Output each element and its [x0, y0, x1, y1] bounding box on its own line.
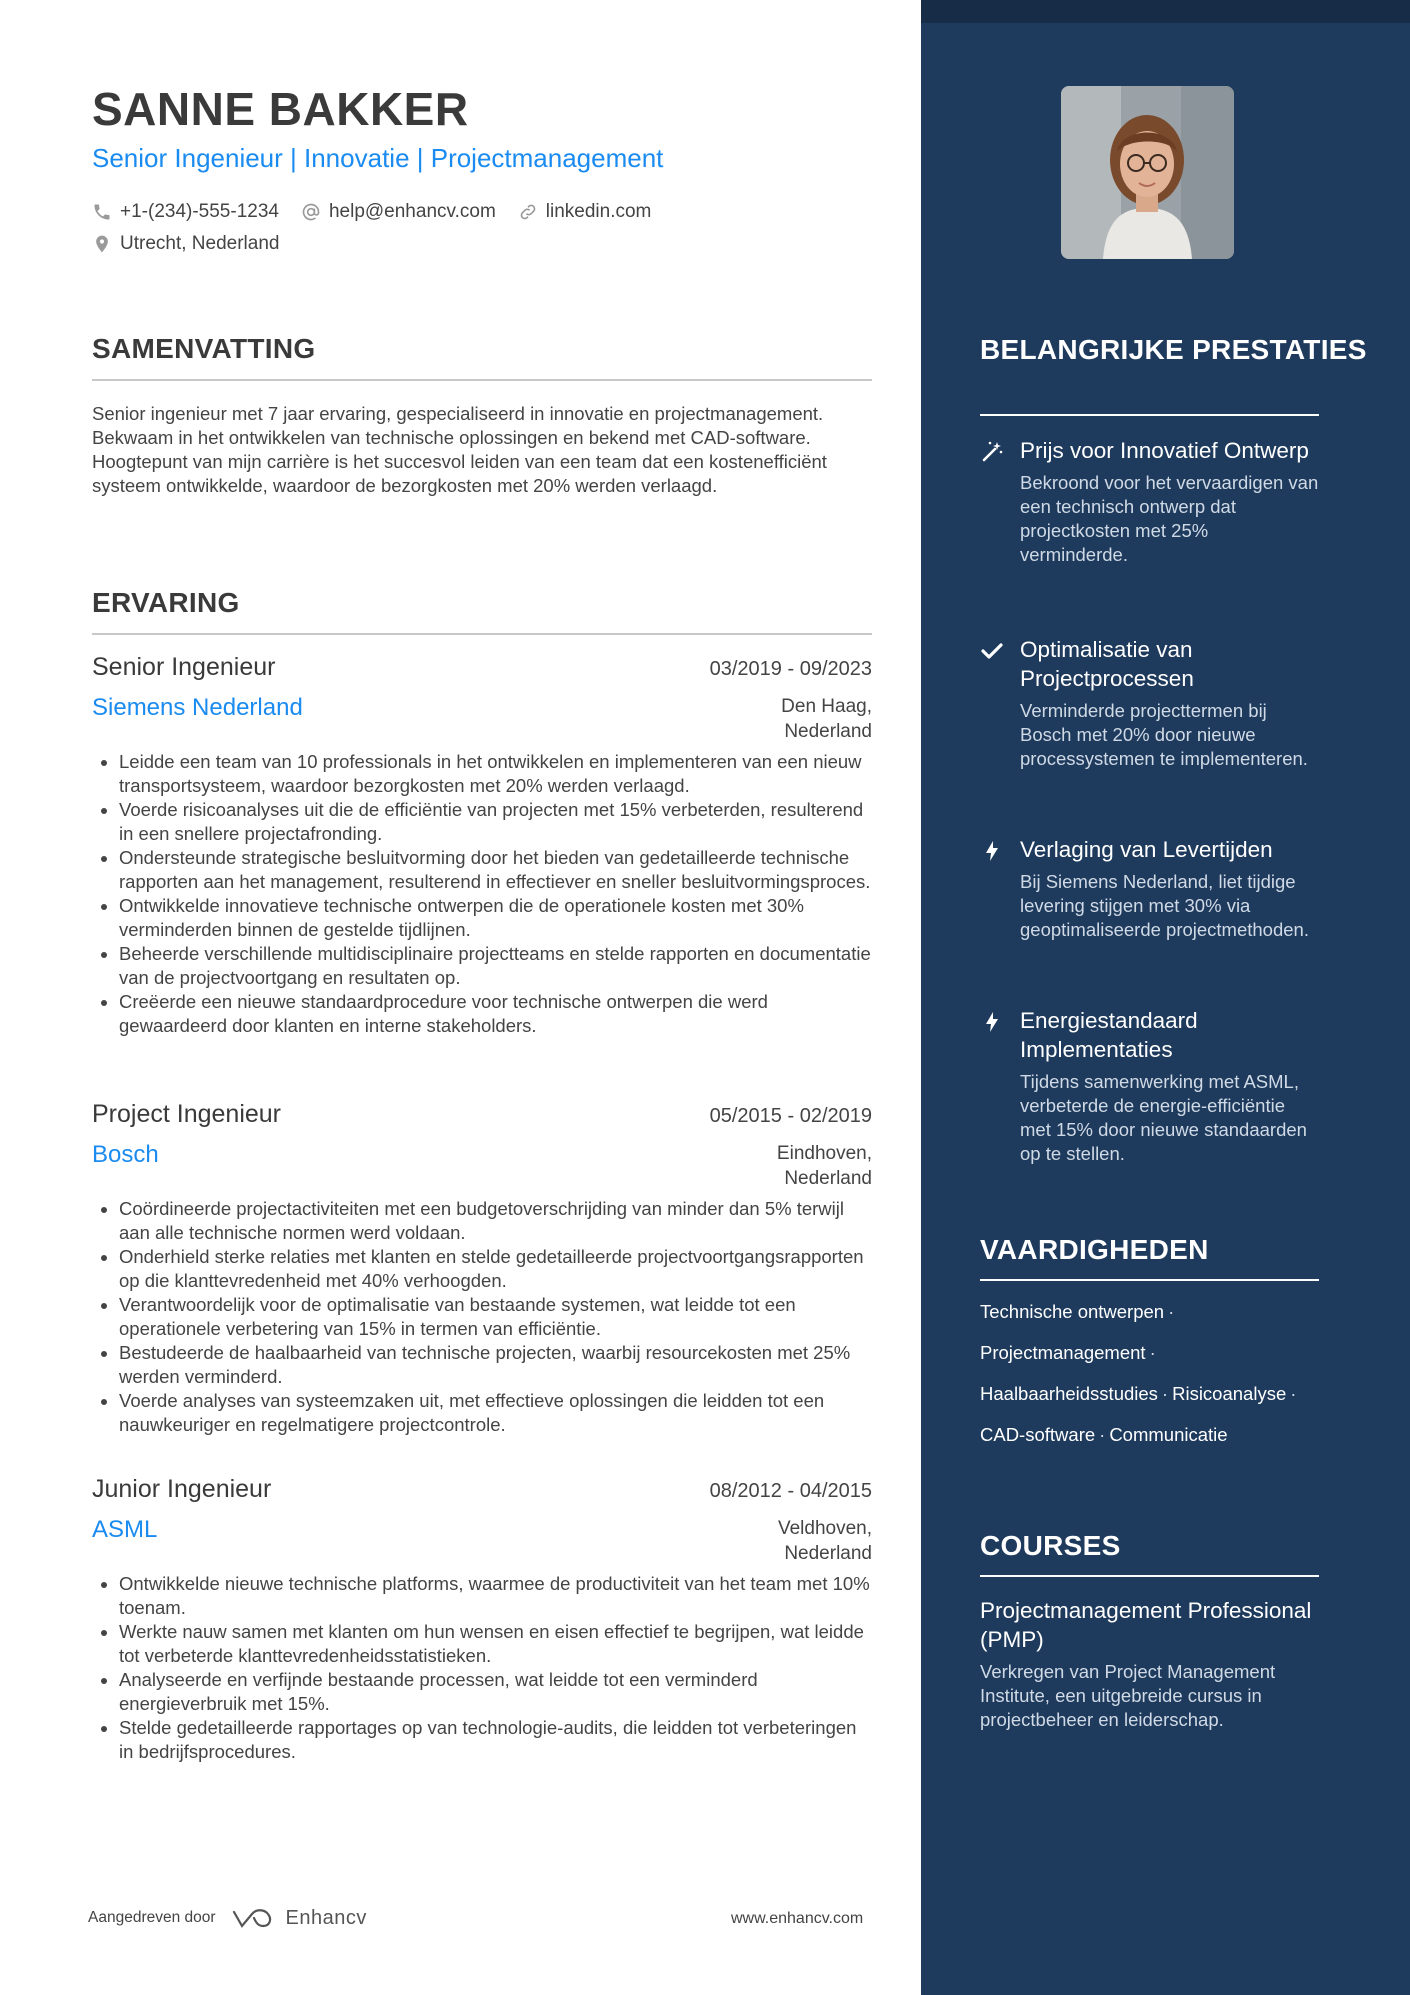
job-dates: 08/2012 - 04/2015 [709, 1480, 872, 1502]
bullet-item: • Stelde gedetailleerde rapportages op van technologie-audits, die leidden tot verbeteringen in bedrijfsprocedures. [119, 1716, 872, 1764]
powered-by-text: Aangedreven door [88, 1909, 216, 1926]
job-entry [92, 1100, 872, 1437]
course-title: Projectmanagement Professional (PMP) [980, 1598, 1312, 1652]
summary-title: SAMENVATTING [92, 333, 316, 364]
experience-title: ERVARING [92, 587, 240, 618]
location-contact [92, 233, 279, 255]
summary-divider [92, 379, 872, 381]
skill-item: Technische ontwerpen [980, 1301, 1165, 1322]
skills-title: VAARDIGHEDEN [980, 1234, 1209, 1265]
avatar [1061, 86, 1234, 259]
company-name: Siemens Nederland [92, 694, 303, 721]
job-location [777, 1141, 872, 1191]
bullet-item: • Werkte nauw samen met klanten om hun wensen en eisen effectief te begrijpen, wat leidde tot verbeterde klanttevredenheidsstatistieken. [119, 1620, 872, 1668]
bullet-item: • Creëerde een nieuwe standaardprocedure voor technische ontwerpen die werd gewaardeerd door klanten en interne stakeholders. [119, 990, 872, 1038]
headline: Senior Ingenieur | Innovatie | Projectmanagement [92, 143, 664, 173]
summary-text: Senior ingenieur met 7 jaar ervaring, gespecialiseerd in innovatie en projectmanagement. Bekwaam in het ontwikkelen van technische oplossingen en bekend met CAD-software. Hoogtepunt van mijn carrière is het succesvol leiden van een team dat een kostenefficiënt systeem ontwikkelde, waardoor de bezorgkosten met 20% werden verlaagd. [92, 403, 827, 496]
skill-item: Communicatie [1109, 1424, 1228, 1445]
link-icon [518, 202, 538, 222]
achievement-title: Prijs voor Innovatief Ontwerp [1020, 438, 1309, 463]
achievement-desc: Bij Siemens Nederland, liet tijdige levering stijgen met 30% via geoptimaliseerde projectmethoden. [1020, 871, 1309, 940]
achievement-item [980, 835, 1320, 942]
bullet-item: • Analyseerde en verfijnde bestaande processen, wat leidde tot een verminderd energieverbruik met 15%. [119, 1668, 872, 1716]
company-name: Bosch [92, 1141, 159, 1168]
bullet-item: • Ondersteunde strategische besluitvorming door het bieden van gedetailleerde technische rapporten aan het management, resulterend in effectiever en sneller besluitvormingsproces. [119, 846, 872, 894]
email-text: help@enhancv.com [328, 201, 496, 222]
job-location-city: Eindhoven, [776, 1143, 872, 1164]
skill-separator: · [1149, 1342, 1156, 1363]
skills-divider [980, 1279, 1319, 1281]
job-bullets [92, 1572, 872, 1764]
achievements-divider [980, 414, 1319, 416]
achievement-title: Verlaging van Levertijden [1020, 837, 1273, 862]
checkmark-icon [980, 639, 1004, 663]
contact-info [92, 196, 892, 260]
job-entry [92, 653, 872, 1038]
email-contact[interactable] [301, 201, 496, 223]
job-title: Senior Ingenieur [92, 653, 276, 681]
bullet-item: • Leidde een team van 10 professionals in het ontwikkelen en implementeren van een nieuw transportsysteem, waardoor bezorgkosten met 20% werden verlaagd. [119, 750, 872, 798]
achievement-desc: Tijdens samenwerking met ASML, verbeterde de energie-efficiëntie met 15% door nieuwe standaarden op te stellen. [1020, 1071, 1307, 1164]
location-pin-icon [92, 234, 112, 254]
experience-divider [92, 633, 872, 635]
skill-separator: · [1290, 1383, 1297, 1404]
job-bullets [92, 1197, 872, 1437]
lightning-icon [980, 839, 1004, 863]
magic-wand-icon [980, 440, 1004, 464]
footer-website[interactable]: www.enhancv.com [731, 1910, 864, 1927]
skill-item: Risicoanalyse [1172, 1383, 1287, 1404]
achievement-title: Energiestandaard Implementaties [1020, 1008, 1198, 1062]
achievement-item [980, 436, 1320, 567]
skill-separator: · [1099, 1424, 1106, 1445]
brand-name: Enhancv [285, 1906, 367, 1929]
job-title: Junior Ingenieur [92, 1475, 272, 1503]
job-dates: 05/2015 - 02/2019 [709, 1105, 872, 1127]
profile-photo [1061, 86, 1234, 259]
company-name: ASML [92, 1516, 158, 1543]
bullet-item: • Ontwikkelde nieuwe technische platforms, waarmee de productiviteit van het team met 10% toenam. [119, 1572, 872, 1620]
skill-item: Projectmanagement [980, 1342, 1146, 1363]
lightning-icon [980, 1010, 1004, 1034]
sidebar-top-bar [921, 0, 1410, 23]
linkedin-text: linkedin.com [545, 201, 652, 222]
achievement-item [980, 1006, 1320, 1166]
job-location-city: Veldhoven, [777, 1518, 872, 1539]
skill-separator: · [1168, 1301, 1175, 1322]
phone-icon [92, 202, 112, 222]
achievements-title: BELANGRIJKE PRESTATIES [980, 334, 1367, 365]
skill-separator: · [1161, 1383, 1169, 1404]
job-title: Project Ingenieur [92, 1100, 282, 1128]
job-dates: 03/2019 - 09/2023 [709, 658, 872, 680]
skill-item: CAD-software [980, 1424, 1096, 1445]
enhancv-logo-icon [230, 1906, 278, 1930]
job-bullets [92, 750, 872, 1038]
course-desc: Verkregen van Project Management Institute, een uitgebreide cursus in projectbeheer en leiderschap. [980, 1661, 1276, 1730]
achievement-item [980, 635, 1320, 771]
bullet-item: • Bestudeerde de haalbaarheid van technische projecten, waarbij resourcekosten met 25% werden verminderd. [119, 1341, 872, 1389]
footer-powered-by [88, 1906, 367, 1930]
bullet-item: • Verantwoordelijk voor de optimalisatie van bestaande systemen, wat leidde tot een operationele verbetering van 15% in termen van efficiëntie. [119, 1293, 872, 1341]
job-location-country: Nederland [784, 1543, 872, 1564]
skills-list [980, 1298, 1360, 1462]
job-location-country: Nederland [784, 1168, 872, 1189]
at-icon [301, 202, 321, 222]
skill-item: Haalbaarheidsstudies [980, 1383, 1158, 1404]
bullet-item: • Voerde risicoanalyses uit die de efficiëntie van projecten met 15% verbeterden, resulterend in een snellere projectafronding. [119, 798, 872, 846]
achievement-desc: Verminderde projecttermen bij Bosch met 20% door nieuwe processystemen te implementeren. [1020, 700, 1308, 769]
phone-text: +1-(234)-555-1234 [120, 201, 279, 222]
phone-contact[interactable] [92, 201, 279, 223]
job-location [778, 1516, 872, 1566]
job-location-country: Nederland [784, 721, 872, 742]
courses-divider [980, 1575, 1319, 1577]
bullet-item: • Onderhield sterke relaties met klanten en stelde gedetailleerde projectvoortgangsrapporten op die klanttevredenheid met 40% verhoogden. [119, 1245, 872, 1293]
job-entry [92, 1475, 872, 1764]
job-location-city: Den Haag, [781, 696, 872, 717]
bullet-item: • Ontwikkelde innovatieve technische ontwerpen die de operationele kosten met 30% verminderden binnen de gestelde tijdlijnen. [119, 894, 872, 942]
bullet-item: • Coördineerde projectactiviteiten met een budgetoverschrijding van minder dan 5% terwijl aan alle technische normen werd voldaan. [119, 1197, 872, 1245]
bullet-item: • Voerde analyses van systeemzaken uit, met effectieve oplossingen die leidden tot een nauwkeuriger en regelmatigere projectcontrole. [119, 1389, 872, 1437]
bullet-item: • Beheerde verschillende multidisciplinaire projectteams en stelde rapporten en documentatie van de projectvoortgang en resultaten op. [119, 942, 872, 990]
achievement-desc: Bekroond voor het vervaardigen van een technisch ontwerp dat projectkosten met 25% verminderde. [1020, 472, 1319, 565]
courses-title: COURSES [980, 1530, 1121, 1561]
linkedin-contact[interactable] [518, 201, 652, 223]
job-location [781, 694, 872, 744]
achievement-title: Optimalisatie van Projectprocessen [1020, 637, 1194, 691]
candidate-name: SANNE BAKKER [92, 83, 469, 135]
location-text: Utrecht, Nederland [120, 233, 280, 254]
